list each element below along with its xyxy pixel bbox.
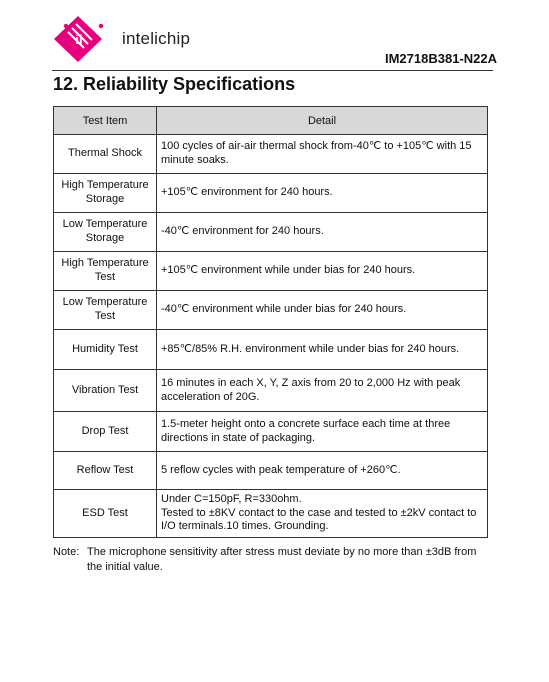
detail-cell: -40℃ environment for 240 hours. (157, 213, 488, 252)
table-row (54, 135, 488, 174)
test-item-cell: Low Temperature Storage (54, 213, 157, 252)
company-logo (52, 14, 222, 64)
detail-cell: -40℃ environment while under bias for 240 hours. (157, 291, 488, 330)
svg-text:ii: ii (75, 32, 83, 47)
table-row (54, 174, 488, 213)
note-text-line-1: The microphone sensitivity after stress must deviate by no more than ±3dB from (87, 546, 477, 558)
brand-name: intelichip (122, 29, 191, 48)
note-text-line-2: the initial value. (87, 560, 163, 573)
detail-cell: 5 reflow cycles with peak temperature of +260℃. (157, 452, 488, 490)
table-row (54, 252, 488, 291)
section-title: 12. Reliability Specifications (53, 74, 296, 94)
detail-cell (157, 490, 488, 538)
esd-detail-line-1: Under C=150pF, R=330ohm. (161, 492, 302, 505)
test-item-cell: ESD Test (54, 490, 157, 538)
detail-cell: +85℃/85% R.H. environment while under bias for 240 hours. (157, 330, 488, 370)
test-item-cell: Vibration Test (54, 370, 157, 412)
detail-cell: +105℃ environment while under bias for 240 hours. (157, 252, 488, 291)
esd-detail-line-2: Tested to ±8KV contact to the case and tested to ±2kV contact to I/O terminals.10 times. Grounding. (161, 506, 477, 533)
column-header-detail: Detail (157, 107, 488, 135)
table-row (54, 370, 488, 412)
test-item-cell: Drop Test (54, 412, 157, 452)
table-row (54, 490, 488, 538)
table-row (54, 330, 488, 370)
header-divider (52, 70, 493, 71)
test-item-cell: Low Temperature Test (54, 291, 157, 330)
detail-cell: 100 cycles of air-air thermal shock from-40℃ to +105℃ with 15 minute soaks. (157, 135, 488, 174)
footnote (53, 545, 493, 575)
part-number: IM2718B381-N22A (384, 51, 497, 66)
intelichip-logo-icon (52, 14, 116, 64)
table-header-row (54, 107, 488, 135)
column-header-test-item: Test Item (54, 107, 157, 135)
reliability-table (53, 106, 488, 538)
table-row (54, 412, 488, 452)
table-row (54, 452, 488, 490)
note-label: Note: (53, 546, 80, 558)
table-row (54, 291, 488, 330)
detail-cell: +105℃ environment for 240 hours. (157, 174, 488, 213)
detail-cell: 1.5-meter height onto a concrete surface each time at three directions in state of packaging. (157, 412, 488, 452)
detail-cell: 16 minutes in each X, Y, Z axis from 20 to 2,000 Hz with peak acceleration of 20G. (157, 370, 488, 412)
table-row (54, 213, 488, 252)
test-item-cell: Thermal Shock (54, 135, 157, 174)
test-item-cell: Humidity Test (54, 330, 157, 370)
test-item-cell: High Temperature Storage (54, 174, 157, 213)
test-item-cell: High Temperature Test (54, 252, 157, 291)
test-item-cell: Reflow Test (54, 452, 157, 490)
